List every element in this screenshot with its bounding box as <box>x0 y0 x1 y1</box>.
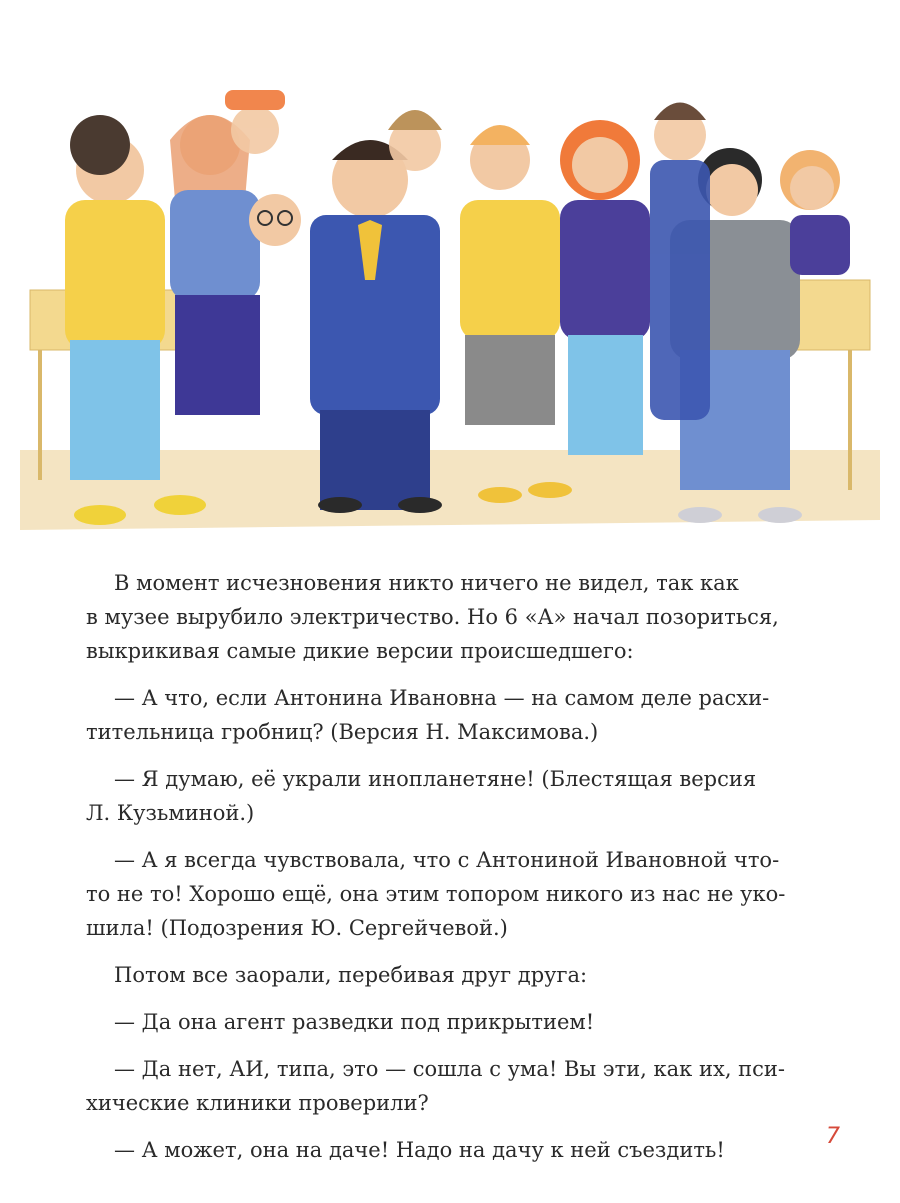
story-text <box>86 566 818 1180</box>
paragraph-3: — Я думаю, её украли инопланетяне! (Блестящая версия Л. Кузьминой.) <box>86 767 757 825</box>
paragraph-4: — А я всегда чувствовала, что с Антониной Ивановной что- то не то! Хорошо ещё, она этим топором никого из нас не уко- шила! (Подозрения Ю. Сергейчевой.) <box>86 848 786 940</box>
paragraph-6: — Да она агент разведки под прикрытием! <box>114 1010 595 1034</box>
paragraph-1: В момент исчезновения никто ничего не видел, так как в музее вырубило электричество. Но 6 «А» начал позориться, выкрикивая самые дикие версии происшедшего: <box>86 571 779 663</box>
paragraph-8: — А может, она на даче! Надо на дачу к ней съездить! <box>114 1138 725 1162</box>
child-purple-skirt <box>170 115 260 415</box>
child-orange-hair <box>560 120 650 455</box>
paragraph-7: — Да нет, АИ, типа, это — сошла с ума! Вы эти, как их, пси- хические клиники проверили? <box>86 1057 786 1115</box>
classroom-illustration <box>20 50 880 550</box>
child-blond-right <box>780 150 850 275</box>
paragraph-2: — А что, если Антонина Ивановна — на самом деле расхи- тительница гробниц? (Версия Н. Максимова.) <box>86 686 770 744</box>
child-yellow-cardigan <box>460 125 572 503</box>
paragraph-5: Потом все заорали, перебивая друг друга: <box>114 963 588 987</box>
child-with-glasses <box>249 194 301 246</box>
boy-in-suit <box>310 140 442 513</box>
page-number: 7 <box>826 1124 840 1149</box>
